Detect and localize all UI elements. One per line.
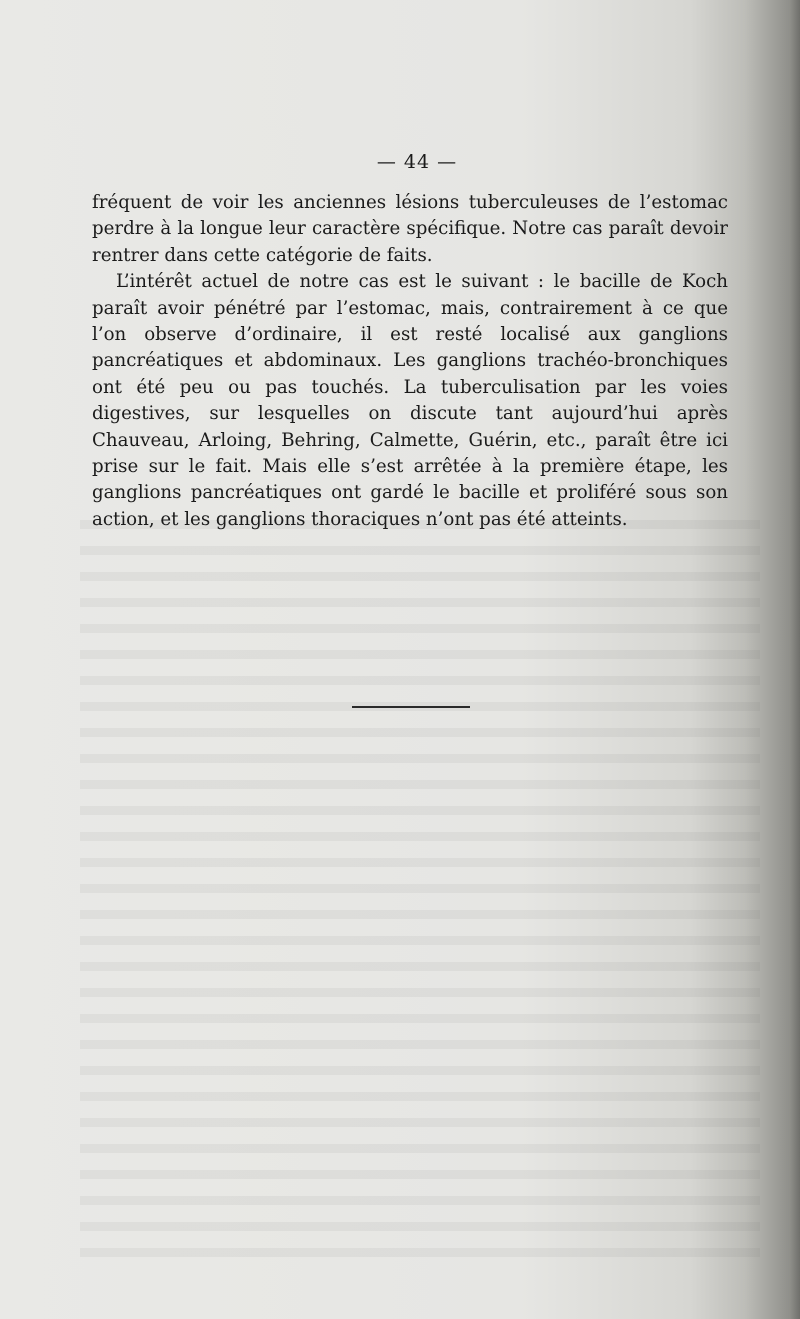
page-number: — 44 — [376, 151, 458, 173]
body-text [92, 190, 728, 533]
paragraph-continued: fréquent de voir les anciennes lésions tuberculeuses de l’estomac perdre à la longue leur caractère spécifique. Notre cas paraît devoir rentrer dans cette catégorie de faits. [92, 192, 728, 266]
show-through-text [80, 520, 760, 1260]
section-divider [352, 706, 470, 708]
paragraph: L’intérêt actuel de notre cas est le suivant : le bacille de Koch paraît avoir pénétré par l’estomac, mais, contrairement à ce que l’on observe d’ordinaire, il est resté localisé aux ganglions pancréatiques et abdominaux. Les ganglions trachéo-bronchiques ont été peu ou pas touchés. La tuberculisation par les voies digestives, sur lesquelles on discute tant aujourd’hui après Chauveau, Arloing, Behring, Calmette, Guérin, etc., paraît être ici prise sur le fait. Mais elle s’est arrêtée à la première étape, les ganglions pancréatiques ont gardé le bacille et proliféré sous son action, et les ganglions thoraciques n’ont pas été atteints. [92, 271, 728, 530]
